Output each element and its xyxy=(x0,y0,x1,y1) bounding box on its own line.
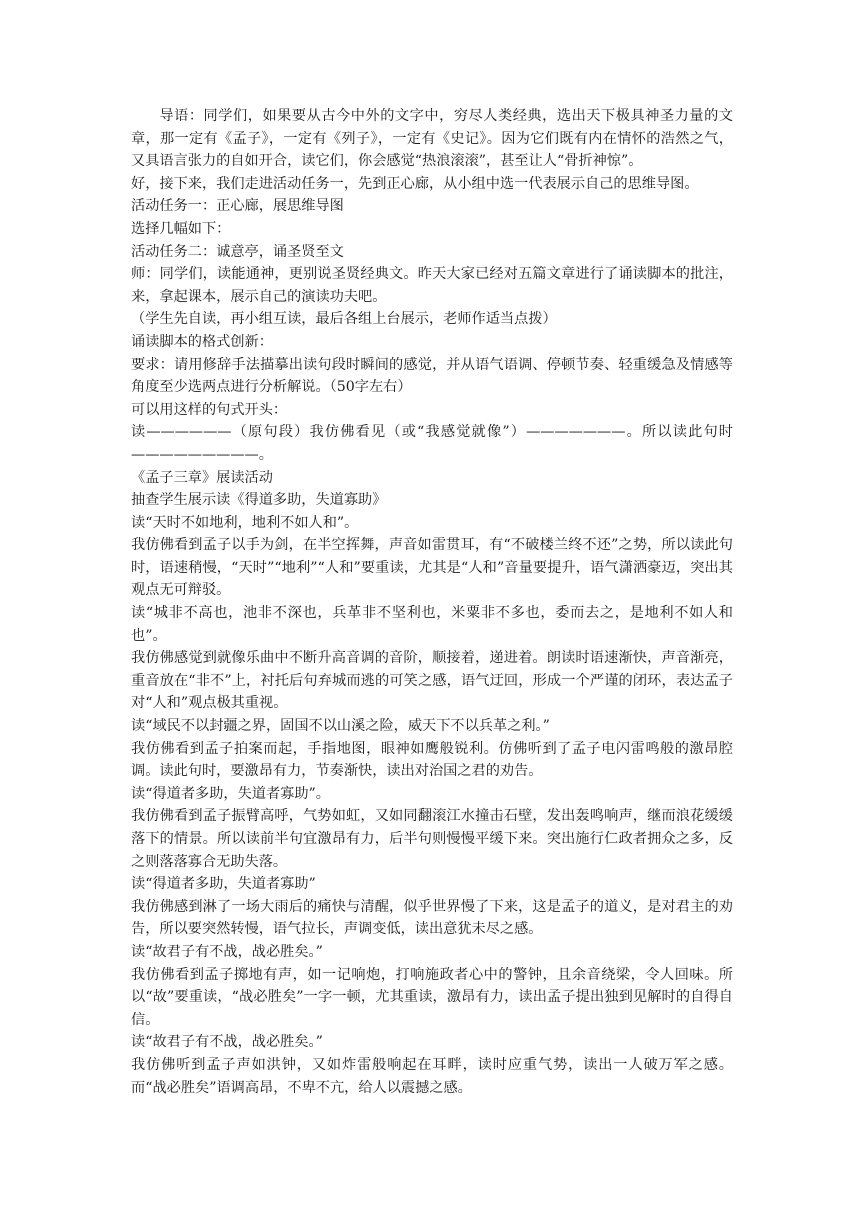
reading-line: 读“域民不以封疆之界，固国不以山溪之险，威天下不以兵革之利。” xyxy=(131,718,550,735)
reading-line: 读“故君子有不战，战必胜矣。” xyxy=(131,1034,323,1051)
transition-paragraph: 好，接下来，我们走进活动任务一，先到正心廊，从小组中选一代表展示自己的思维导图。 xyxy=(131,175,699,192)
reading-commentary: 我仿佛感觉到就像乐曲中不断升高音调的音阶，顺接着，递进着。朗读时语速渐快，声音渐亮，重音放在“非不”上，衬托后句弃城而逃的可笑之感，语气迂回，形成一个严谨的闭环，表达孟子对“人和”观点极其重视。 xyxy=(131,650,733,712)
activity-note: （学生先自读，再小组互读，最后各组上台展示，老师作适当点拨） xyxy=(131,311,557,328)
mencius-activity-heading: 《孟子三章》展读活动 xyxy=(131,469,273,486)
selection-note: 选择几幅如下： xyxy=(131,220,231,237)
reading-line: 读“天时不如地利，地利不如人和”。 xyxy=(131,514,359,531)
reading-commentary: 我仿佛看到孟子掷地有声，如一记响炮，打响施政者心中的警钟，且余音绕梁，令人回味。所以“故”要重读，“战必胜矣”一字一顿，尤其重读，激昂有力，读出孟子提出独到见解时的自得自信。 xyxy=(131,966,733,1028)
task-one-heading: 活动任务一：正心廊，展思维导图 xyxy=(131,198,344,215)
requirement-paragraph: 要求：请用修辞手法描摹出读句段时瞬间的感觉，并从语气语调、停顿节奏、轻重缓急及情感等角度至少选两点进行分析解说。（50字左右） xyxy=(131,356,733,396)
reading-line: 读“得道者多助，失道者寡助” xyxy=(131,876,316,893)
reading-commentary: 我仿佛看到孟子拍案而起，手指地图，眼神如鹰般锐利。仿佛听到了孟子电闪雷鸣般的激昂腔调。读此句时，要激昂有力，节奏渐快，读出对治国之君的劝告。 xyxy=(131,740,733,780)
sentence-pattern-intro: 可以用这样的句式开头： xyxy=(131,401,288,418)
reading-commentary: 我仿佛听到孟子声如洪钟，又如炸雷般响起在耳畔，读时应重气势，读出一人破万军之感。而“战必胜矣”语调高昂，不卑不亢，给人以震撼之感。 xyxy=(131,1056,733,1096)
reading-line: 读“故君子有不战，战必胜矣。” xyxy=(131,943,323,960)
task-two-heading: 活动任务二：诚意亭，诵圣贤至文 xyxy=(131,243,344,260)
reading-commentary: 我仿佛看到孟子振臂高呼，气势如虹，又如同翻滚江水撞击石壁，发出轰鸣响声，继而浪花缓缓落下的情景。所以读前半句宜激昂有力，后半句则慢慢平缓下来。突出施行仁政者拥众之多，反之则落落寡合无助失落。 xyxy=(131,808,733,870)
reading-commentary: 我仿佛感到淋了一场大雨后的痛快与清醒，似乎世界慢了下来，这是孟子的道义，是对君主的劝告，所以要突然转慢，语气拉长，声调变低，读出意犹未尽之感。 xyxy=(131,898,733,938)
sentence-pattern: 读——————（原句段）我仿佛看见（或“我感觉就像”）———————。所以读此句时—————————。 xyxy=(131,424,733,463)
document-body xyxy=(131,105,733,1099)
reading-line: 读“城非不高也，池非不深也，兵革非不坚利也，米粟非不多也，委而去之，是地利不如人和也”。 xyxy=(131,605,733,644)
teacher-speech: 师：同学们，读能通神，更别说圣贤经典文。昨天大家已经对五篇文章进行了诵读脚本的批注，来，拿起课本，展示自己的演读功夫吧。 xyxy=(131,266,733,305)
reading-line: 读“得道者多助，失道者寡助”。 xyxy=(131,785,330,802)
format-heading: 诵读脚本的格式创新： xyxy=(131,333,273,350)
sampling-note: 抽查学生展示读《得道多助，失道寡助》 xyxy=(131,492,387,509)
reading-commentary: 我仿佛看到孟子以手为剑，在半空挥舞，声音如雷贯耳，有“不破楼兰终不还”之势，所以读此句时，语速稍慢，“天时”“地利”“人和”要重读，尤其是“人和”音量要提升，语气潇洒豪迈，突出其观点无可辩驳。 xyxy=(131,537,733,599)
intro-paragraph: 导语：同学们，如果要从古今中外的文字中，穷尽人类经典，选出天下极具神圣力量的文章，那一定有《孟子》，一定有《列子》，一定有《史记》。因为它们既有内在情怀的浩然之气，又具语言张力的自如开合，读它们，你会感觉“热浪滚滚”，甚至让人“骨折神惊”。 xyxy=(131,108,733,170)
